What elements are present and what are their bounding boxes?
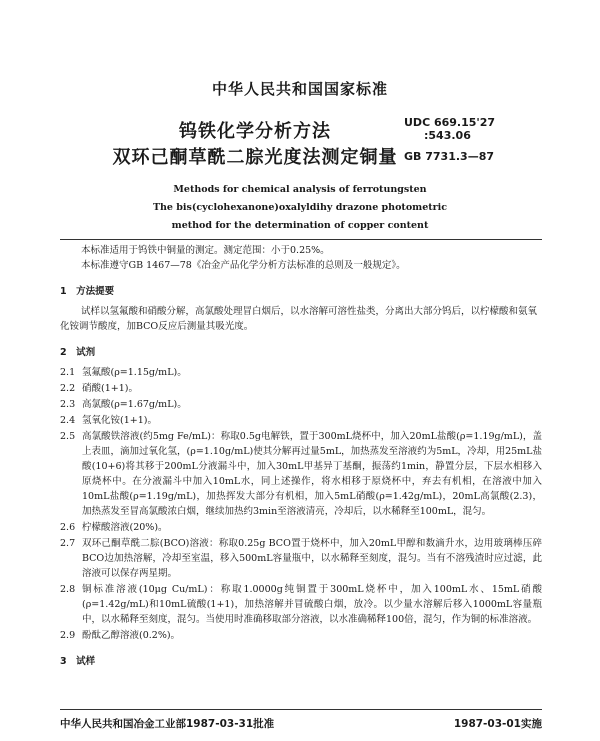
reagent-item [60, 536, 542, 581]
issuing-organization: 中华人民共和国国家标准 [211, 80, 388, 98]
scope-paragraph: 本标准适用于钨铁中铜量的测定。测定范围：小于0.25%。 [81, 245, 330, 256]
item-text: 高氯酸铁溶液(约5mg Fe/mL)：称取0.5g电解铁，置于300mL烧杯中，加入20mL盐酸(ρ=1.19g/mL)，盖上表皿，滴加过氧化氢，(ρ=1.10g/mL)使其分解再过量5mL，加热蒸发至溶液约为5mL，冷却，用25mL盐酸(10+6)将其移于200mL分液漏斗中，加入30mL甲基异丁基酮，振荡约1min，静置分层，下层水相移入原烧杯中。在分液漏斗中加入10mL水，同上述操作，将水相移于原烧杯中，弃去有机相，在溶液中加入10mL盐酸(ρ=1.19g/mL)，加热挥发大部分有机相，加入5mL硝酸(ρ=1.42g/mL)，20mL高氯酸(2.3)，加热蒸发至冒高氯酸浓白烟，继续加热约3min至溶液清亮，冷却后，以水稀释至100mL，混匀。 [82, 431, 542, 517]
section-3-heading: 3 试样 [60, 656, 96, 667]
item-text: 铜标准溶液(10μg Cu/mL)：称取1.0000g纯铜置于300mL烧杯中，加入100mL水、15mL硝酸(ρ=1.42g/mL)和10mL硫酸(1+1)，加热溶解并冒硫酸白烟，放冷。以少量水溶解后移入1000mL容量瓶中，以水稀释至刻度，混匀。当使用时准确移取部分溶液，以水准确稀释100倍，混匀，作为铜的标准溶液。 [82, 584, 542, 625]
item-text: 柠檬酸溶液(20%)。 [82, 522, 168, 533]
reagent-item [60, 628, 542, 643]
item-text: 双环己酮草酰二腙(BCO)溶液：称取0.25g BCO置于烧杯中，加入20mL甲醇和数滴升水，边用玻璃棒压碎BCO边加热溶解，冷却至室温，移入500mL容量瓶中，以水稀释至刻度，混匀。当有不溶残渣时应过滤，此溶液可以保存两星期。 [82, 538, 542, 579]
english-title-line-3: method for the determination of copper content [171, 220, 429, 231]
compliance-paragraph: 本标准遵守GB 1467—78《冶金产品化学分析方法标准的总则及一般规定》。 [81, 260, 406, 271]
english-title-line-2: The bis(cyclohexanone)oxalyldihy drazone photometric [152, 202, 448, 213]
title-line-1: 钨铁化学分析方法 [179, 121, 331, 142]
gb-number: GB 7731.3—87 [404, 150, 494, 163]
body-content [60, 243, 542, 674]
implementation-date: 1987-03-01实施 [453, 718, 542, 730]
item-number: 2.2 [60, 383, 76, 394]
item-number: 2.9 [60, 630, 76, 641]
reagent-item [60, 381, 542, 396]
reagent-item [60, 582, 542, 627]
section-1-text: 试样以氢氟酸和硝酸分解，高氯酸处理冒白烟后，以水溶解可溶性盐类，分离出大部分钨后，以柠檬酸和氨氧化铵调节酸度，加BCO反应后测量其吸光度。 [60, 306, 538, 332]
item-number: 2.7 [60, 538, 76, 549]
item-number: 2.3 [60, 399, 76, 410]
english-title-line-1: Methods for chemical analysis of ferrotungsten [173, 184, 427, 195]
section-2-heading: 2 试剂 [60, 347, 96, 358]
item-number: 2.5 [60, 431, 76, 442]
item-text: 酚酞乙醇溶液(0.2%)。 [82, 630, 181, 641]
title-line-2: 双环己酮草酰二腙光度法测定铜量 [112, 147, 398, 168]
reagent-item [60, 365, 542, 380]
reagent-item [60, 520, 542, 535]
udc-code: UDC 669.15'27 [404, 116, 496, 129]
item-text: 硝酸(1+1)。 [82, 383, 138, 394]
reagent-item [60, 429, 542, 519]
item-text: 氢氟酸(ρ=1.15g/mL)。 [82, 367, 187, 378]
udc-code-cont: :543.06 [424, 129, 471, 142]
item-number: 2.6 [60, 522, 76, 533]
item-number: 2.1 [60, 367, 76, 378]
approval-text: 中华人民共和国冶金工业部1987-03-31批准 [60, 718, 275, 730]
reagent-item [60, 397, 542, 412]
item-text: 氢氧化铵(1+1)。 [82, 415, 157, 426]
item-number: 2.4 [60, 415, 76, 426]
section-1-heading: 1 方法提要 [60, 286, 115, 297]
reagent-item [60, 413, 542, 428]
approval-footer [60, 709, 542, 731]
header-divider [60, 239, 542, 240]
item-number: 2.8 [60, 584, 76, 595]
item-text: 高氯酸(ρ=1.67g/mL)。 [82, 399, 187, 410]
